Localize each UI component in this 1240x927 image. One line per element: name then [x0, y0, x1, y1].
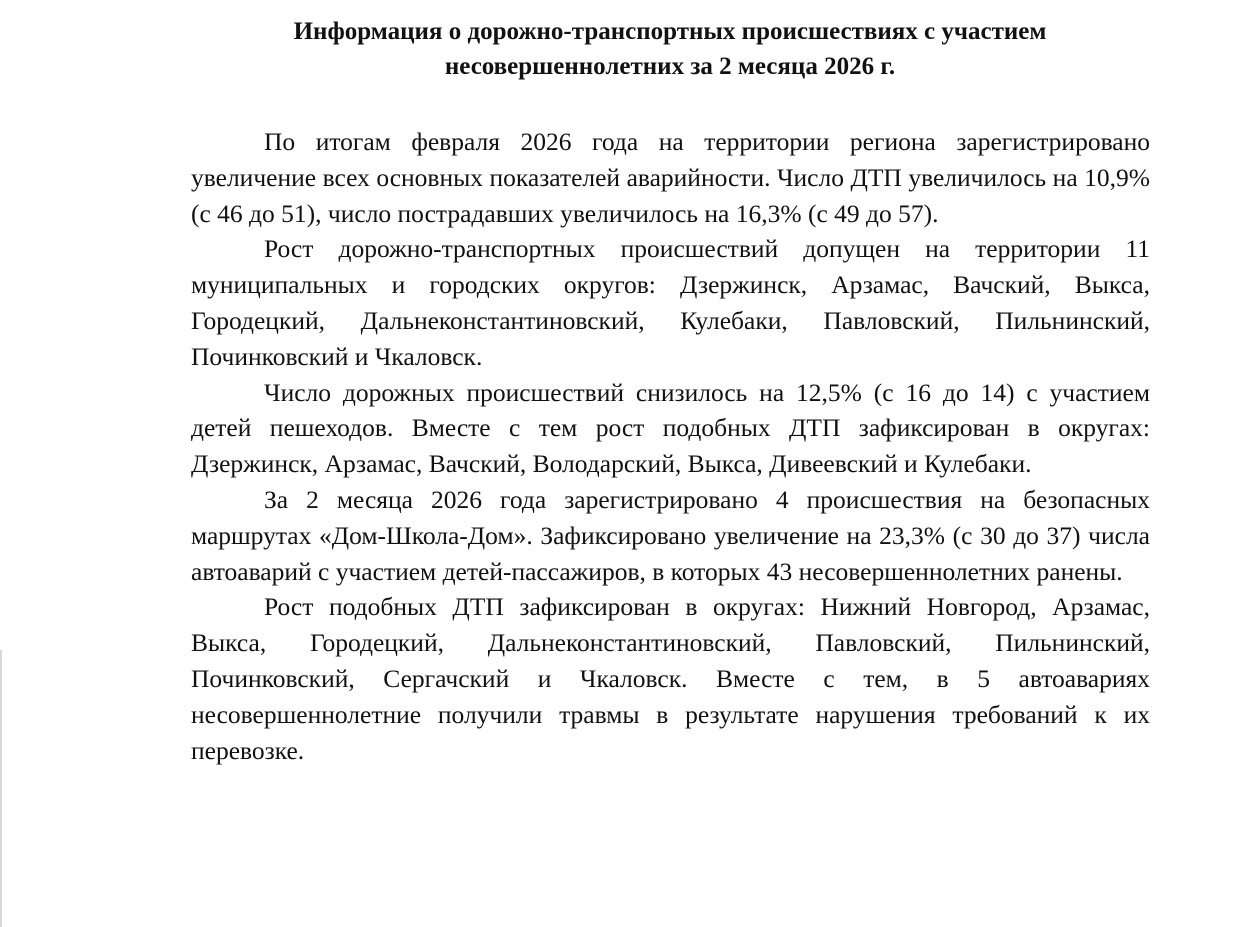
document-body [191, 124, 1150, 768]
paragraph-5: Рост подобных ДТП зафиксирован в округах: Нижний Новгород, Арзамас, Выкса, Городецкий, Дальнеконстантиновский, Павловский, Пильнинский, Починковский, Сергачский и Чкаловск. Вместе с тем, в 5 автоавариях несовершеннолетние получили травмы в результате нарушения требований к их перевозке. [191, 592, 1150, 765]
title-line-1: Информация о дорожно-транспортных происшествиях с участием [293, 18, 1047, 45]
paragraph-1: По итогам февраля 2026 года на территории региона зарегистрировано увеличение всех основных показателей аварийности. Число ДТП увеличилось на 10,9% (с 46 до 51), число пострадавших увеличилось на 16,3% (с 49 до 57). [191, 127, 1150, 228]
paragraph-2: Рост дорожно-транспортных происшествий допущен на территории 11 муниципальных и городских округов: Дзержинск, Арзамас, Вачский, Выкса, Городецкий, Дальнеконстантиновский, Кулебаки, Павловский, Пильнинский, Починковский и Чкаловск. [191, 234, 1150, 371]
paragraph-3: Число дорожных происшествий снизилось на 12,5% (с 16 до 14) с участием детей пешеходов. Вместе с тем рост подобных ДТП зафиксирован в округах: Дзержинск, Арзамас, Вачский, Володарский, Выкса, Дивеевский и Кулебаки. [191, 377, 1150, 479]
document-title [190, 14, 1150, 84]
scan-edge-shadow [0, 650, 2, 927]
paragraph-4: За 2 месяца 2026 года зарегистрировано 4 происшествия на безопасных маршрутах «Дом-Школа-Дом». Зафиксировано увеличение на 23,3% (с 30 до 37) числа автоаварий с участием детей-пассажиров, в которых 43 несовершеннолетних ранены. [191, 484, 1150, 586]
title-line-2: несовершеннолетних за 2 месяца 2026 г. [444, 53, 896, 80]
